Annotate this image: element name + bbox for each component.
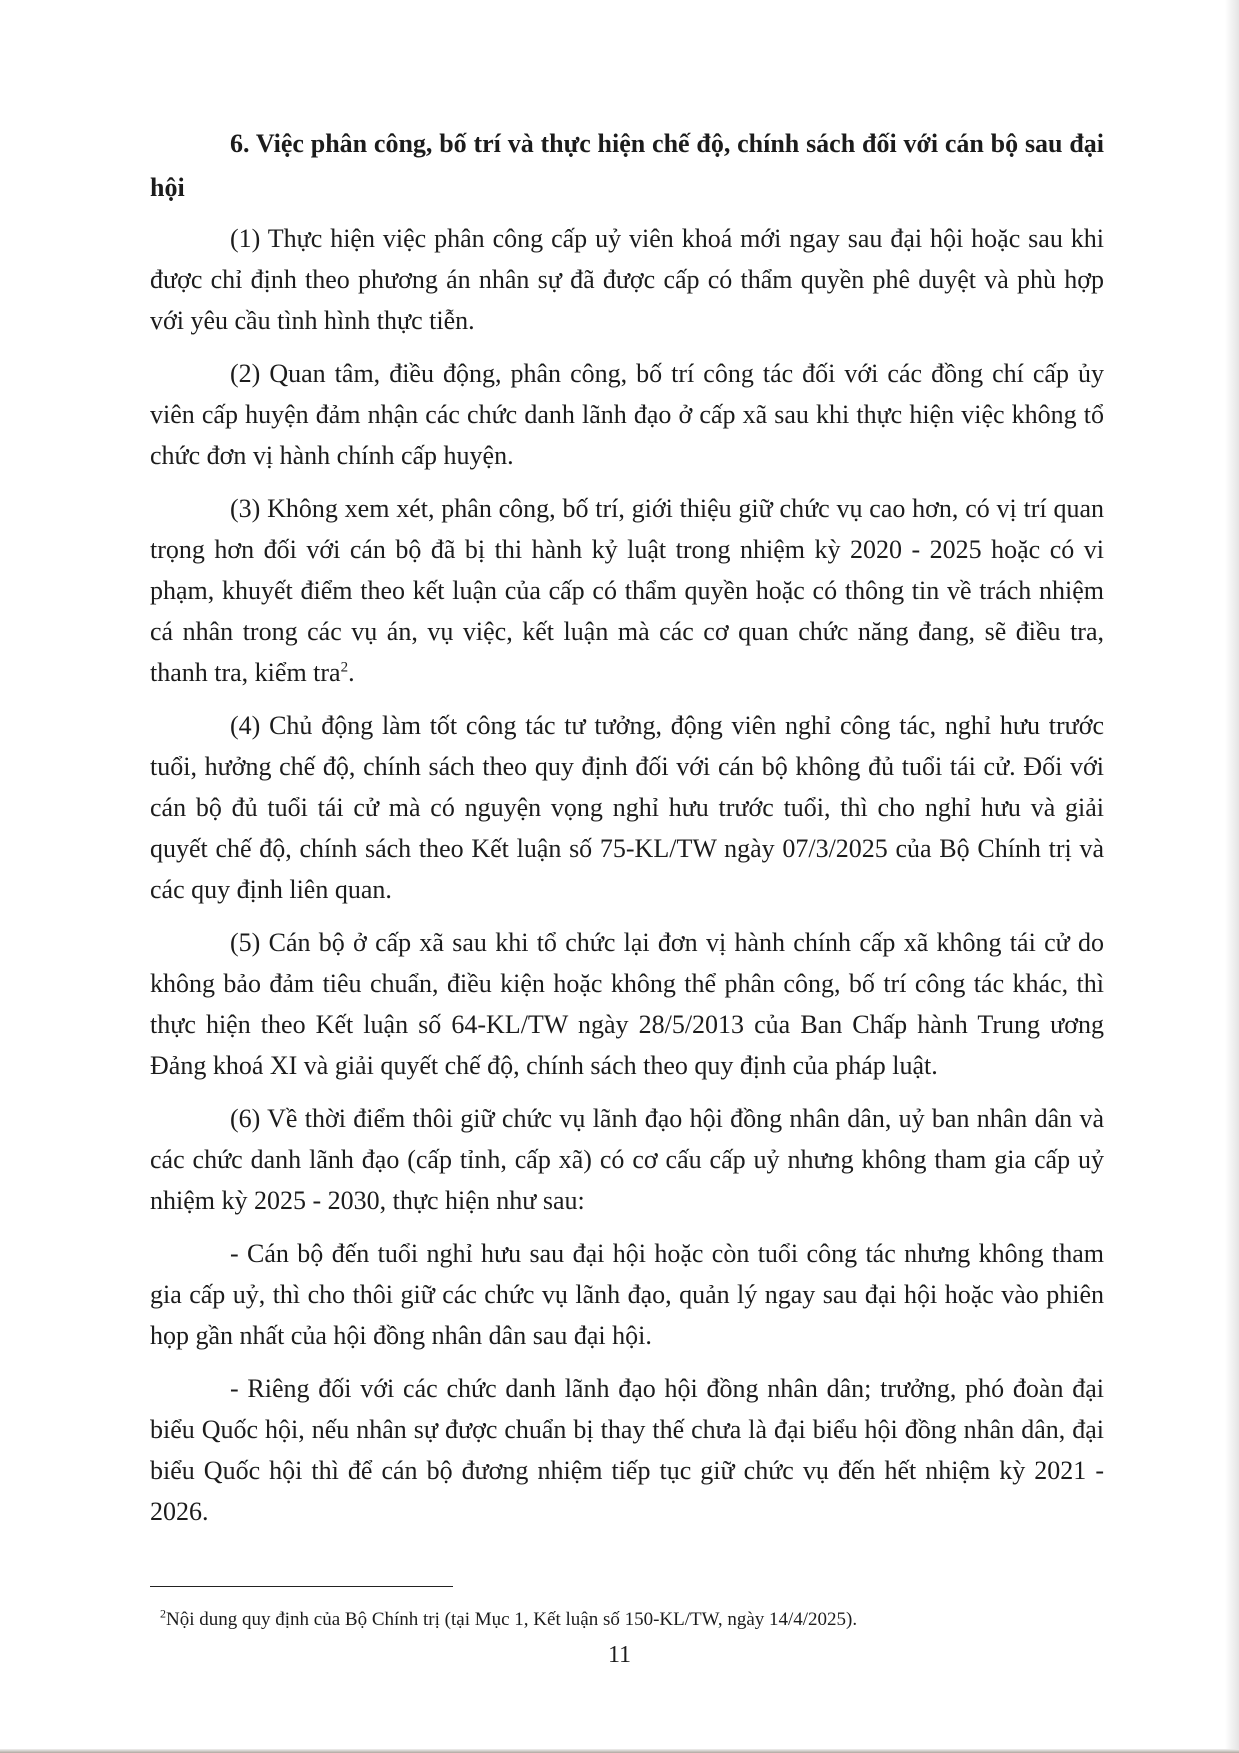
scan-bottom-edge	[0, 1749, 1239, 1753]
paragraph-3-end: .	[348, 658, 355, 687]
paragraph-6: (6) Về thời điểm thôi giữ chức vụ lãnh đạo hội đồng nhân dân, uỷ ban nhân dân và các chức danh lãnh đạo (cấp tỉnh, cấp xã) có cơ cấu cấp uỷ nhưng không tham gia cấp uỷ nhiệm kỳ 2025 - 2030, thực hiện như sau:	[150, 1104, 1104, 1215]
paragraph-3	[150, 488, 1104, 693]
footnote	[160, 1608, 1100, 1632]
scan-edge-shadow	[1225, 0, 1239, 1753]
bullet-paragraph-1: - Cán bộ đến tuổi nghỉ hưu sau đại hội hoặc còn tuổi công tác nhưng không tham gia cấp uỷ, thì cho thôi giữ các chức vụ lãnh đạo, quản lý ngay sau đại hội hoặc vào phiên họp gần nhất của hội đồng nhân dân sau đại hội.	[150, 1239, 1104, 1350]
page-body	[150, 122, 1104, 1544]
paragraph-1: (1) Thực hiện việc phân công cấp uỷ viên khoá mới ngay sau đại hội hoặc sau khi được chỉ định theo phương án nhân sự đã được cấp có thẩm quyền phê duyệt và phù hợp với yêu cầu tình hình thực tiễn.	[150, 224, 1104, 335]
footnote-text: Nội dung quy định của Bộ Chính trị (tại Mục 1, Kết luận số 150-KL/TW, ngày 14/4/2025).	[166, 1609, 858, 1630]
paragraph-4: (4) Chủ động làm tốt công tác tư tưởng, động viên nghỉ công tác, nghỉ hưu trước tuổi, hưởng chế độ, chính sách theo quy định đối với cán bộ không đủ tuổi tái cử. Đối với cán bộ đủ tuổi tái cử mà có nguyện vọng nghỉ hưu trước tuổi, thì cho nghỉ hưu và giải quyết chế độ, chính sách theo Kết luận số 75-KL/TW ngày 07/3/2025 của Bộ Chính trị và các quy định liên quan.	[150, 711, 1104, 904]
bullet-paragraph-2: - Riêng đối với các chức danh lãnh đạo hội đồng nhân dân; trưởng, phó đoàn đại biểu Quốc hội, nếu nhân sự được chuẩn bị thay thế chưa là đại biểu hội đồng nhân dân, đại biểu Quốc hội thì để cán bộ đương nhiệm tiếp tục giữ chức vụ đến hết nhiệm kỳ 2021 - 2026.	[150, 1374, 1104, 1526]
paragraph-3-text: (3) Không xem xét, phân công, bố trí, giới thiệu giữ chức vụ cao hơn, có vị trí quan trọng hơn đối với cán bộ đã bị thi hành kỷ luật trong nhiệm kỳ 2020 - 2025 hoặc có vi phạm, khuyết điểm theo kết luận của cấp có thẩm quyền hoặc có thông tin về trách nhiệm cá nhân trong các vụ án, vụ việc, kết luận mà các cơ quan chức năng đang, sẽ điều tra, thanh tra, kiểm tra	[150, 494, 1104, 687]
paragraph-5: (5) Cán bộ ở cấp xã sau khi tổ chức lại đơn vị hành chính cấp xã không tái cử do không bảo đảm tiêu chuẩn, điều kiện hoặc không thể phân công, bố trí công tác khác, thì thực hiện theo Kết luận số 64-KL/TW ngày 28/5/2013 của Ban Chấp hành Trung ương Đảng khoá XI và giải quyết chế độ, chính sách theo quy định của pháp luật.	[150, 928, 1104, 1080]
page-number: 11	[607, 1642, 632, 1668]
footnote-reference[interactable]: 2	[340, 659, 349, 676]
footnote-separator	[150, 1586, 453, 1587]
paragraph-2: (2) Quan tâm, điều động, phân công, bố trí công tác đối với các đồng chí cấp ủy viên cấp huyện đảm nhận các chức danh lãnh đạo ở cấp xã sau khi thực hiện việc không tổ chức đơn vị hành chính cấp huyện.	[150, 359, 1104, 470]
footnote-marker: 2	[160, 1606, 166, 1621]
section-heading: 6. Việc phân công, bố trí và thực hiện chế độ, chính sách đối với cán bộ sau đại hội	[150, 129, 1104, 202]
